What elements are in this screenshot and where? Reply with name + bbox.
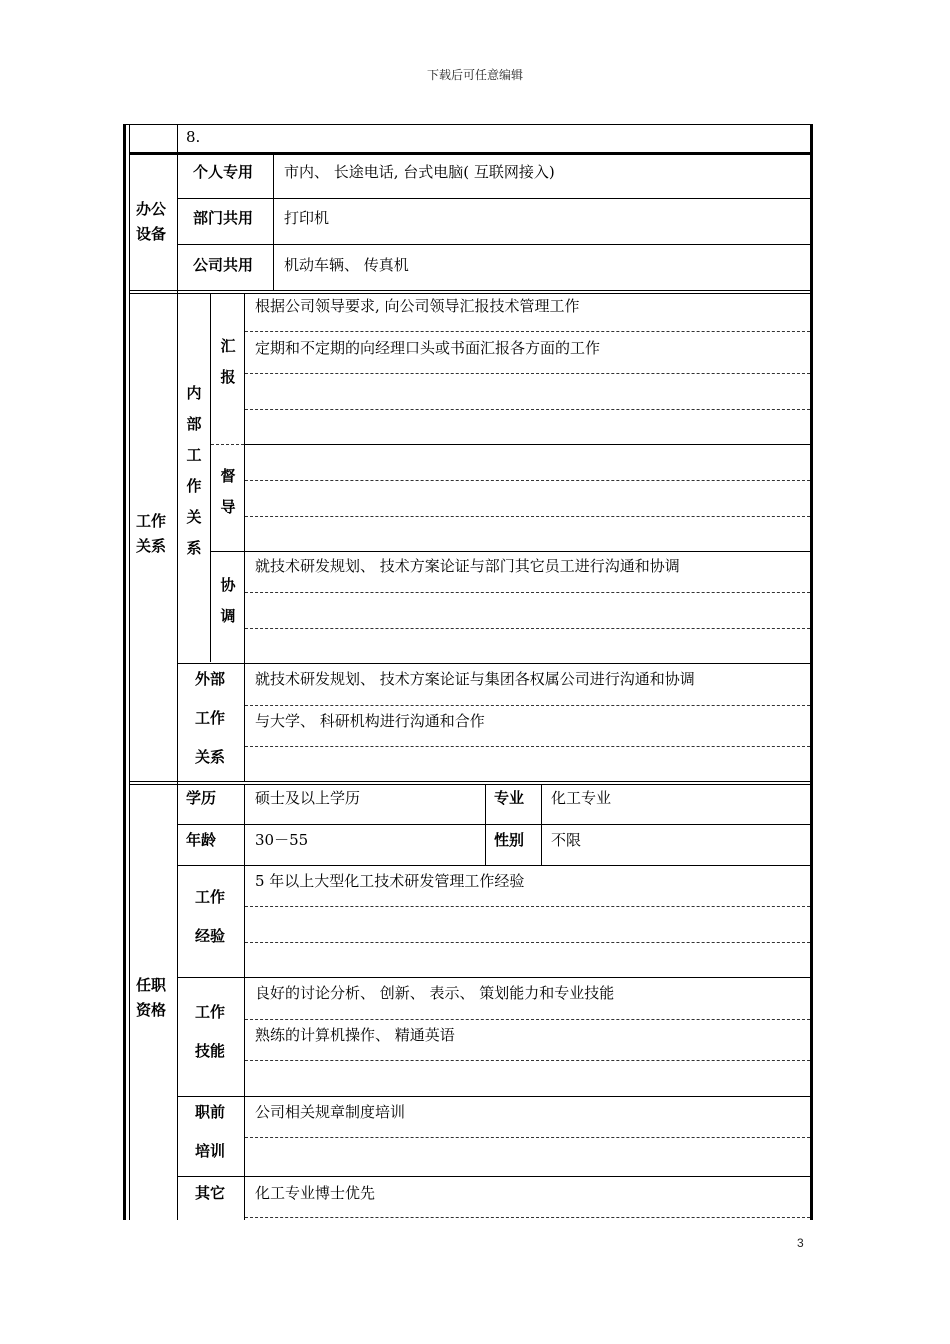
education-label: 学历 [186, 789, 217, 807]
dashed-line [245, 906, 810, 907]
row-divider [178, 244, 810, 245]
experience-label: 工作 [195, 888, 226, 906]
skills-line: 熟练的计算机操作、 精通英语 [255, 1026, 455, 1044]
age-value: 30－55 [255, 831, 309, 849]
training-label: 培训 [195, 1142, 226, 1160]
external-line: 与大学、 科研机构进行沟通和合作 [255, 712, 485, 730]
dashed-line [245, 480, 810, 481]
dashed-line [211, 444, 244, 445]
department-use-value: 打印机 [284, 209, 330, 227]
skills-line: 良好的讨论分析、 创新、 表示、 策划能力和专业技能 [255, 984, 615, 1002]
table-border-left [123, 124, 126, 1220]
dashed-line [245, 592, 810, 593]
coordinate-line: 就技术研发规划、 技术方案论证与部门其它员工进行沟通和协调 [255, 557, 680, 575]
dashed-line [245, 628, 810, 629]
page-header: 下载后可任意编辑 [426, 68, 523, 82]
age-label: 年龄 [186, 831, 217, 849]
training-line: 公司相关规章制度培训 [255, 1103, 406, 1121]
office-equipment-label: 设备 [136, 225, 167, 243]
column-divider [485, 785, 486, 865]
dashed-line [245, 705, 810, 706]
column-divider [210, 294, 211, 662]
company-use-value: 机动车辆、 传真机 [284, 256, 409, 274]
table-top-border [123, 124, 813, 125]
dashed-line [245, 1217, 810, 1218]
skills-label: 技能 [195, 1042, 226, 1060]
report-line: 根据公司领导要求, 向公司领导汇报技术管理工作 [255, 297, 580, 315]
work-relations-label: 工作 [136, 512, 167, 530]
major-label: 专业 [494, 789, 525, 807]
personal-use-value: 市内、 长途电话, 台式电脑( 互联网接入) [284, 163, 555, 181]
training-label: 职前 [195, 1103, 226, 1121]
table-border-right [810, 124, 813, 1220]
department-use-label: 部门共用 [193, 209, 254, 227]
personal-use-label: 个人专用 [193, 163, 254, 181]
column-divider [177, 154, 178, 1220]
report-line: 定期和不定期的向经理口头或书面汇报各方面的工作 [255, 339, 601, 357]
qualifications-label: 资格 [136, 1001, 167, 1019]
dashed-line [245, 1060, 810, 1061]
experience-label: 经验 [195, 927, 226, 945]
row-divider [245, 444, 810, 445]
row-divider [178, 977, 810, 978]
office-equipment-label: 办公 [136, 200, 167, 218]
row-divider [178, 1096, 810, 1097]
external-relations-label: 关系 [195, 748, 226, 766]
gender-label: 性别 [494, 831, 525, 849]
row-number: 8. [186, 128, 201, 146]
dashed-line [245, 373, 810, 374]
skills-label: 工作 [195, 1003, 226, 1021]
dashed-line [245, 942, 810, 943]
section-divider [130, 152, 810, 155]
row-divider [178, 824, 810, 825]
external-line: 就技术研发规划、 技术方案论证与集团各权属公司进行沟通和协调 [255, 670, 695, 688]
other-value: 化工专业博士优先 [255, 1184, 376, 1202]
external-relations-label: 外部 [195, 670, 226, 688]
dashed-line [245, 1137, 810, 1138]
external-relations-label: 工作 [195, 709, 226, 727]
column-divider [244, 294, 245, 782]
section-divider [130, 290, 810, 291]
column-divider [541, 785, 542, 865]
major-value: 化工专业 [551, 789, 612, 807]
row-divider [211, 551, 810, 552]
row-divider [178, 865, 810, 866]
row-divider [178, 198, 810, 199]
section-divider [130, 784, 810, 785]
column-divider [244, 785, 245, 1220]
divider [177, 124, 178, 154]
table-border-left-inner [129, 124, 130, 1220]
dashed-line [245, 516, 810, 517]
section-divider [130, 293, 810, 294]
column-divider [273, 154, 274, 291]
row-divider [178, 1176, 810, 1177]
page-number: 3 [797, 1236, 804, 1250]
other-label: 其它 [195, 1184, 226, 1202]
education-value: 硕士及以上学历 [255, 789, 361, 807]
dashed-line [245, 1019, 810, 1020]
experience-line: 5 年以上大型化工技术研发管理工作经验 [255, 872, 525, 890]
dashed-line [245, 331, 810, 332]
dashed-line [245, 409, 810, 410]
section-divider [130, 781, 810, 782]
company-use-label: 公司共用 [193, 256, 254, 274]
gender-value: 不限 [551, 831, 582, 849]
row-divider [178, 663, 810, 664]
dashed-line [245, 746, 810, 747]
work-relations-label: 关系 [136, 537, 167, 555]
qualifications-label: 任职 [136, 976, 167, 994]
